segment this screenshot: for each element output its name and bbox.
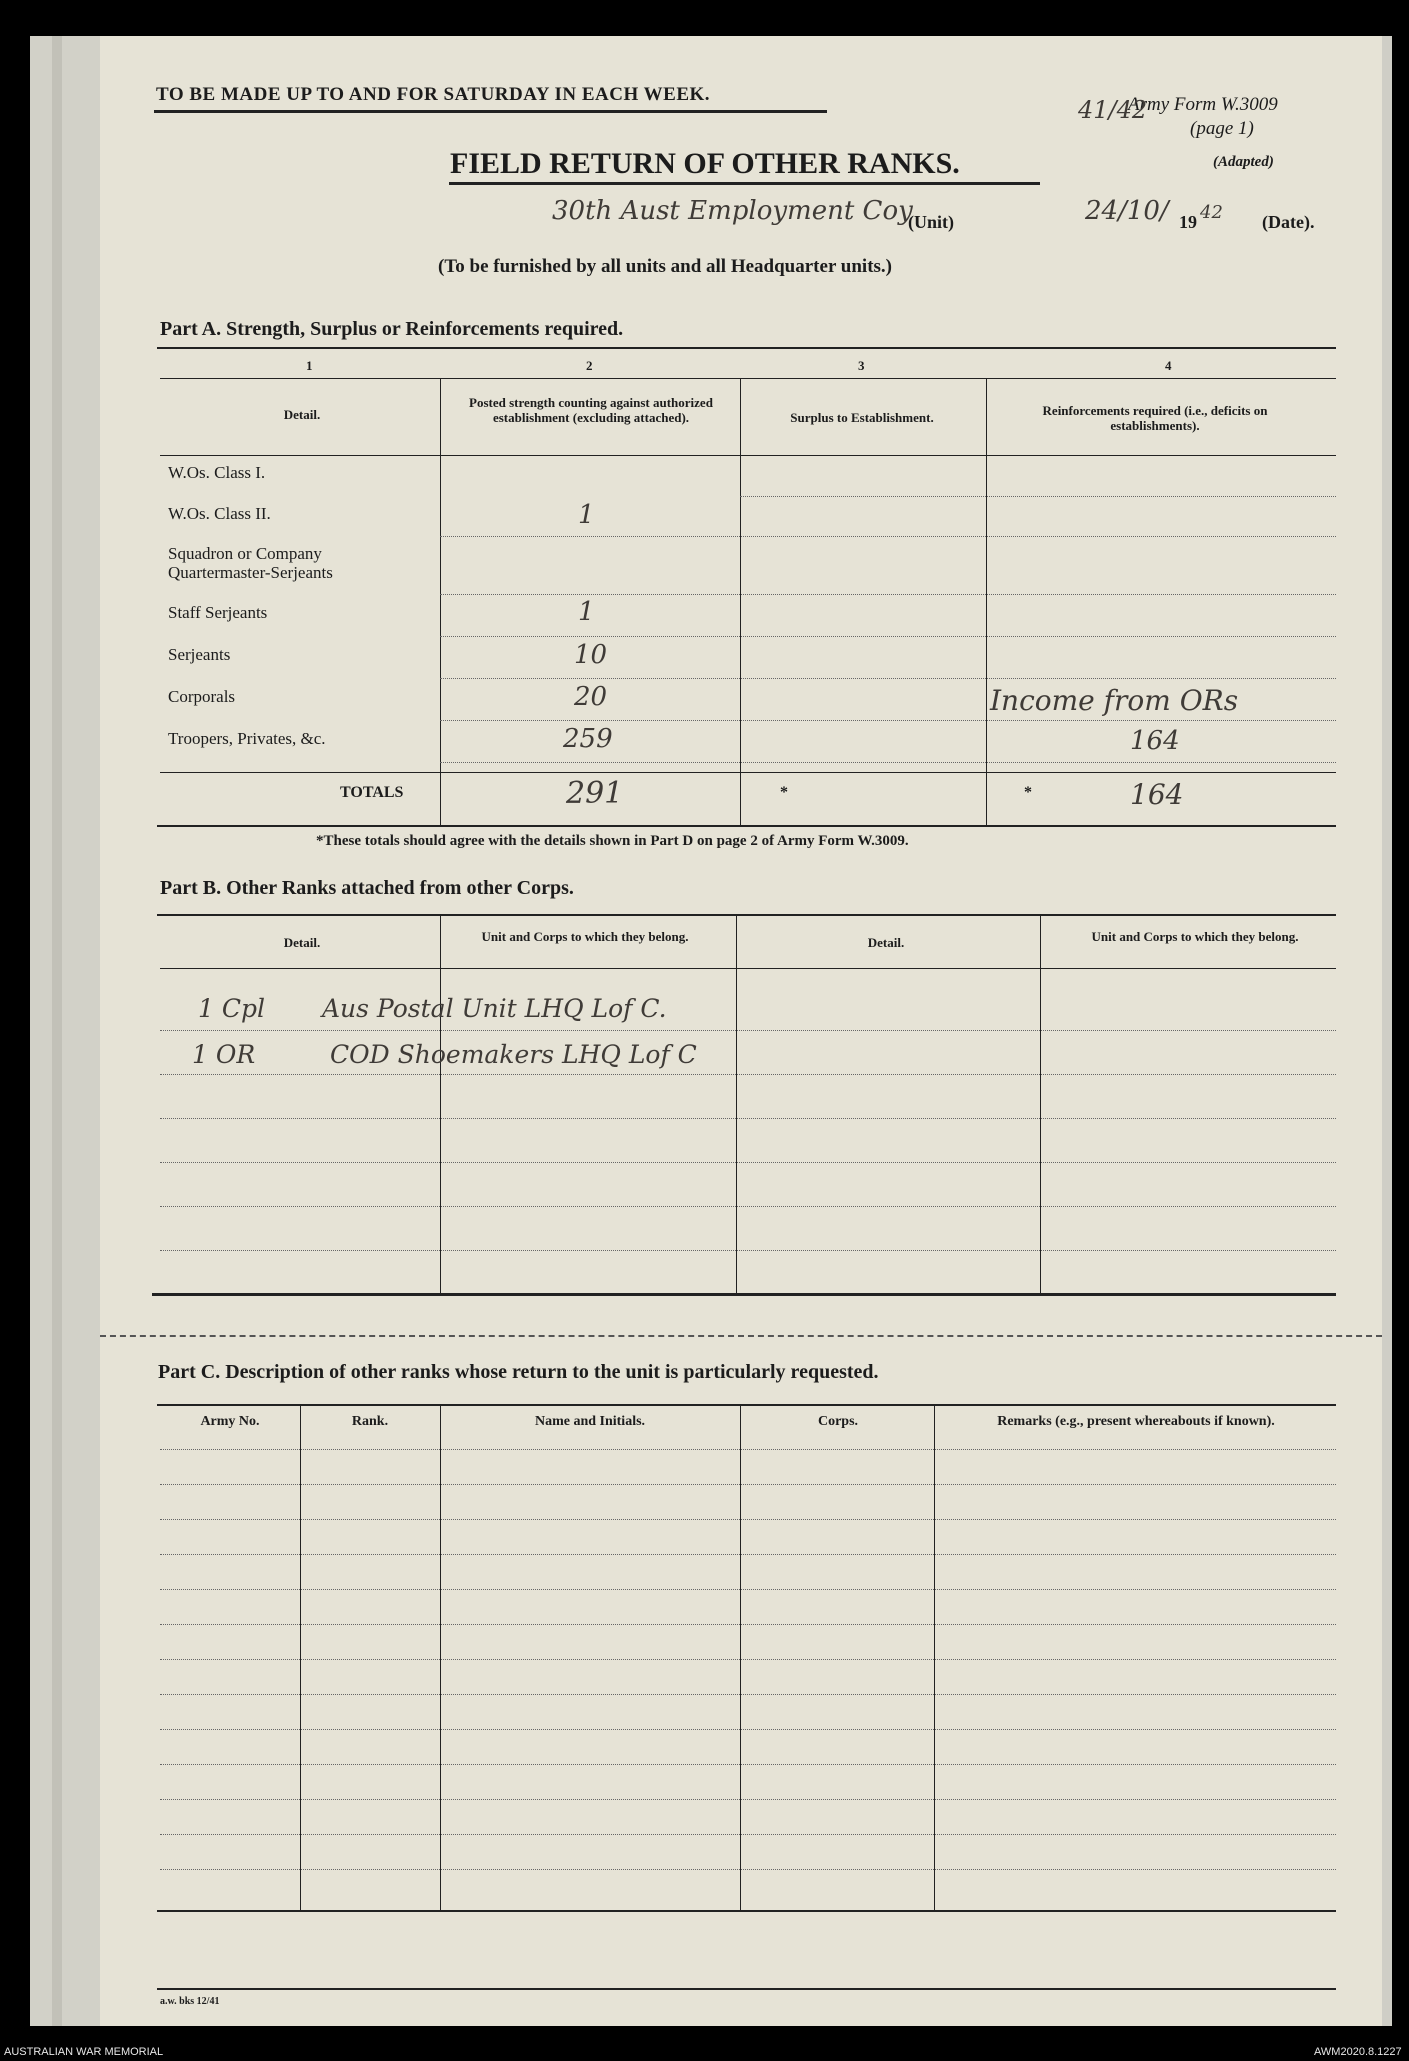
- footer-archive-name: AUSTRALIAN WAR MEMORIAL: [4, 2046, 164, 2058]
- part-a-header-rule: [160, 455, 1336, 456]
- part-c-line-8: [160, 1694, 1336, 1695]
- part-c-line-10: [160, 1764, 1336, 1765]
- posted-cpl: 20: [574, 682, 608, 712]
- form-adapted: (Adapted): [1213, 154, 1274, 170]
- totals-rule: [160, 772, 1336, 773]
- row-rule-7: [440, 762, 1336, 763]
- attached-unit-2: COD Shoemakers LHQ Lof C: [330, 1040, 697, 1069]
- part-b-line-4: [160, 1162, 1336, 1163]
- part-b-header-detail-2: Detail.: [867, 935, 905, 950]
- part-b-header-rule: [160, 968, 1336, 969]
- part-b-header-unit-1: Unit and Corps to which they belong.: [481, 929, 689, 944]
- year-prefix: 19: [1179, 212, 1197, 232]
- part-a-header-posted: Posted strength counting against authorized establishment (excluding attached).: [469, 395, 713, 425]
- part-c-col-divider-2: [440, 1405, 441, 1911]
- row-detail-sjt: Serjeants: [168, 645, 231, 664]
- part-c-col-divider-4: [934, 1405, 935, 1911]
- row-rule-3: [440, 594, 1336, 595]
- right-sheet-edge: [1382, 36, 1392, 2026]
- print-code: a.w. bks 12/41: [160, 1996, 220, 2007]
- part-a-col-divider-3: [986, 379, 987, 825]
- part-c-header-corps: Corps.: [817, 1414, 859, 1429]
- footer-accession-number: AWM2020.8.1227: [1314, 2046, 1402, 2058]
- part-a-top-rule: [157, 347, 1336, 349]
- part-b-line-5: [160, 1206, 1336, 1207]
- posted-sjt: 10: [574, 640, 608, 670]
- part-c-top-rule: [157, 1404, 1336, 1406]
- part-c-line-1: [160, 1449, 1336, 1450]
- part-b-line-6: [160, 1250, 1336, 1251]
- furnish-note: (To be furnished by all units and all Headquarter units.): [438, 256, 892, 277]
- row-rule-2: [440, 536, 1336, 537]
- row-detail-wo1: W.Os. Class I.: [168, 463, 266, 482]
- part-c-col-divider-3: [740, 1405, 741, 1911]
- handwritten-year: 42: [1200, 202, 1223, 223]
- part-b-col-divider-2: [736, 915, 737, 1293]
- part-a-col-divider-2: [740, 379, 741, 825]
- posted-staff-sjt: 1: [578, 597, 595, 627]
- col-number-4: 4: [1165, 358, 1172, 373]
- row-rule-5: [440, 678, 1336, 679]
- part-b-line-2: [160, 1074, 1336, 1075]
- row-detail-pte: Troopers, Privates, &c.: [168, 729, 326, 748]
- part-b-line-1: [160, 1030, 1336, 1031]
- totals-reinf: 164: [1130, 778, 1184, 811]
- row-detail-staff-sjt: Staff Serjeants: [168, 603, 268, 622]
- part-c-line-11: [160, 1799, 1336, 1800]
- part-b-col-divider-1: [440, 915, 441, 1293]
- totals-reinf-mark: *: [1024, 784, 1032, 801]
- part-b-line-3: [160, 1118, 1336, 1119]
- part-a-header-reinf: Reinforcements required (i.e., deficits on establishments).: [1042, 403, 1268, 433]
- posted-pte: 259: [563, 724, 613, 754]
- attached-detail-1: 1 Cpl: [198, 994, 265, 1023]
- part-c-line-12: [160, 1834, 1336, 1835]
- part-b-col-divider-3: [1040, 915, 1041, 1293]
- form-title: FIELD RETURN OF OTHER RANKS.: [450, 147, 960, 180]
- reinf-pte: 164: [1130, 726, 1180, 756]
- part-b-header-detail-1: Detail.: [283, 935, 321, 950]
- row-rule-1: [740, 496, 1336, 497]
- top-instruction: TO BE MADE UP TO AND FOR SATURDAY IN EACH WEEK.: [156, 84, 711, 105]
- part-a-header-surplus: Surplus to Establishment.: [790, 410, 934, 425]
- part-c-header-remarks: Remarks (e.g., present whereabouts if known).: [997, 1414, 1275, 1429]
- part-a-col-divider-1: [440, 379, 441, 825]
- part-b-top-rule: [157, 914, 1336, 916]
- part-c-header-army-no: Army No.: [200, 1414, 260, 1429]
- part-c-title: Part C. Description of other ranks whose return to the unit is particularly requested.: [158, 1361, 879, 1383]
- part-c-line-4: [160, 1554, 1336, 1555]
- part-a-title: Part A. Strength, Surplus or Reinforcements required.: [160, 318, 624, 340]
- posted-wo2: 1: [578, 500, 595, 530]
- part-c-line-5: [160, 1589, 1336, 1590]
- date-label: (Date).: [1262, 212, 1315, 232]
- totals-surplus-mark: *: [780, 784, 788, 801]
- row-detail-cqms: Squadron or Company Quartermaster-Serjeants: [168, 544, 333, 582]
- part-b-title: Part B. Other Ranks attached from other Corps.: [160, 877, 574, 899]
- part-c-line-2: [160, 1484, 1336, 1485]
- attached-unit-1: Aus Postal Unit LHQ Lof C.: [322, 994, 667, 1023]
- col-number-1: 1: [306, 358, 313, 373]
- part-c-line-7: [160, 1659, 1336, 1660]
- part-a-header-detail: Detail.: [283, 407, 321, 422]
- part-c-header-rank: Rank.: [351, 1414, 389, 1429]
- row-rule-6: [440, 720, 1336, 721]
- row-rule-4: [440, 636, 1336, 637]
- part-b-header-unit-2: Unit and Corps to which they belong.: [1091, 929, 1299, 944]
- attached-detail-2: 1 OR: [192, 1040, 256, 1069]
- row-detail-cpl: Corporals: [168, 687, 236, 706]
- form-page: (page 1): [1190, 118, 1254, 139]
- part-c-line-13: [160, 1869, 1336, 1870]
- handwritten-reference: 41/42: [1078, 96, 1148, 124]
- part-b-bottom-rule: [152, 1293, 1336, 1296]
- totals-label: TOTALS: [340, 784, 404, 801]
- sheet-edge: [52, 36, 62, 2026]
- unit-label: (Unit): [908, 212, 954, 232]
- handwritten-date: 24/10/: [1085, 196, 1169, 226]
- part-c-line-3: [160, 1519, 1336, 1520]
- part-c-header-name: Name and Initials.: [534, 1414, 646, 1429]
- part-c-line-6: [160, 1624, 1336, 1625]
- top-instruction-underline: [154, 110, 827, 113]
- col-number-rule: [160, 378, 1336, 379]
- reinf-cpl: Income from ORs: [990, 684, 1239, 717]
- form-number: Army Form W.3009: [1128, 94, 1278, 115]
- part-a-bottom-rule: [157, 825, 1336, 827]
- page-bottom-rule: [157, 1988, 1336, 1990]
- underlying-sheet: [30, 36, 102, 2026]
- part-c-col-divider-1: [300, 1405, 301, 1911]
- form-title-underline: [449, 182, 1040, 185]
- handwritten-unit: 30th Aust Employment Coy: [552, 196, 913, 226]
- part-c-bottom-rule: [157, 1910, 1336, 1912]
- col-number-3: 3: [858, 358, 865, 373]
- part-a-footnote: *These totals should agree with the details shown in Part D on page 2 of Army Form W.3009.: [316, 833, 909, 849]
- row-detail-wo2: W.Os. Class II.: [168, 504, 271, 523]
- perforation-line: [100, 1335, 1382, 1337]
- totals-posted: 291: [566, 776, 624, 811]
- part-c-line-9: [160, 1729, 1336, 1730]
- col-number-2: 2: [586, 358, 593, 373]
